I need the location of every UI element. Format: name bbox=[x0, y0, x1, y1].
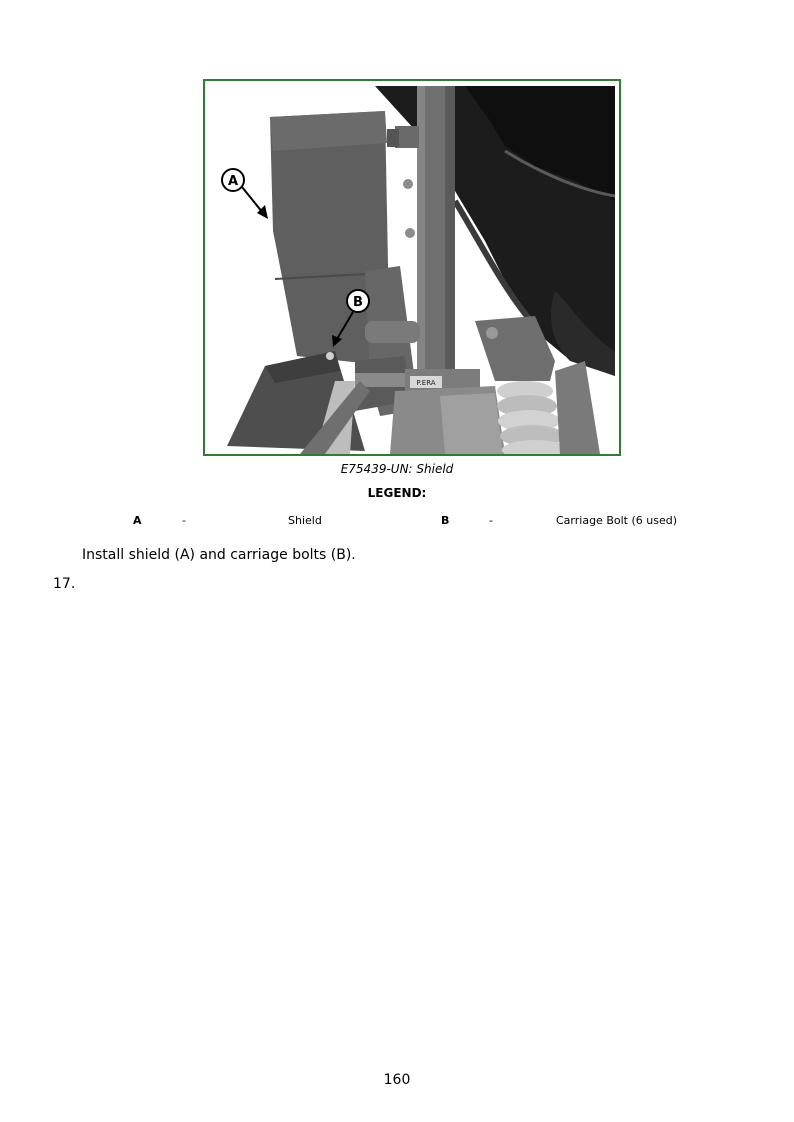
shield-installation-photo bbox=[205, 81, 619, 454]
shield-photo-frame bbox=[203, 79, 621, 456]
step-number: 17. bbox=[53, 576, 76, 592]
bolt-icon bbox=[403, 179, 413, 189]
legend-dash-a: - bbox=[182, 514, 186, 527]
figure-caption: E75439-UN: Shield bbox=[340, 462, 454, 476]
legend-label-b: Carriage Bolt (6 used) bbox=[556, 514, 677, 527]
page-number: 160 bbox=[383, 1072, 411, 1088]
legend-dash-b: - bbox=[489, 514, 493, 527]
legend-title: LEGEND: bbox=[367, 486, 427, 500]
instruction-text: Install shield (A) and carriage bolts (B). bbox=[82, 547, 356, 563]
bolt-icon bbox=[326, 352, 334, 360]
legend-key-a: A bbox=[133, 514, 142, 527]
bolt-icon bbox=[405, 228, 415, 238]
callout-a-label: A bbox=[227, 174, 239, 189]
callout-b-label: B bbox=[353, 295, 363, 310]
legend-key-b: B bbox=[441, 514, 450, 527]
serial-plate-text: P.ERA bbox=[416, 379, 436, 387]
legend-label-a: Shield bbox=[288, 514, 322, 527]
